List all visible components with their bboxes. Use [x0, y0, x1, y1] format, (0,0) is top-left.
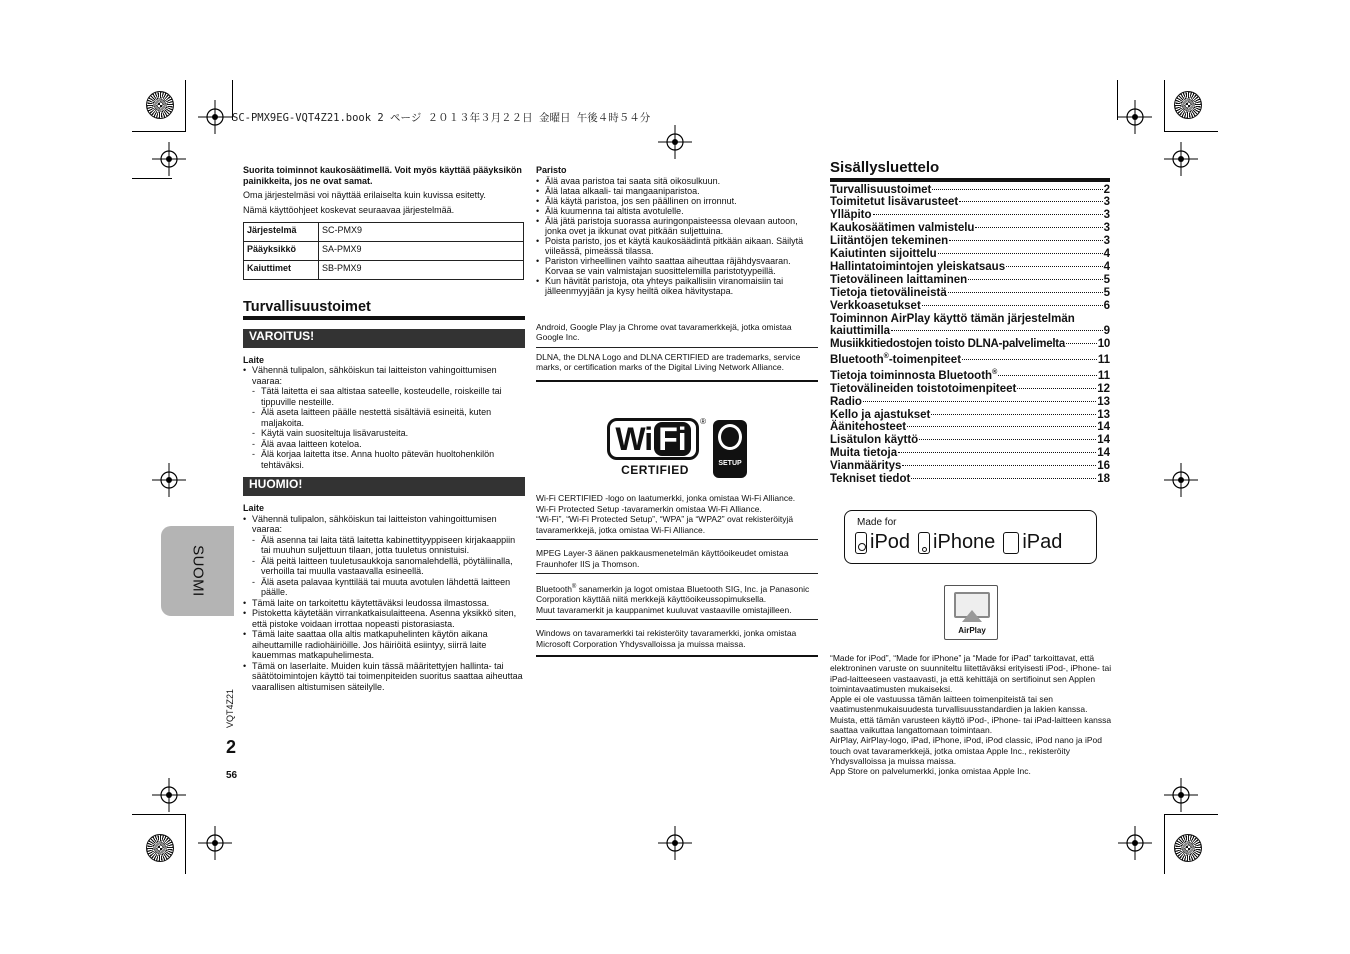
- toc-entry-title: Radio: [830, 395, 862, 408]
- mpeg-notice: MPEG Layer-3 äänen pakkausmenetelmän käyttöoikeudet omistaa Fraunhofer IIS ja Thomson.: [536, 540, 818, 574]
- list-item: - Tätä laitetta ei saa altistaa sateelle, kosteudelle, roiskeille tai tippuville nesteille.: [252, 386, 525, 407]
- list-item: [243, 365, 525, 470]
- bluetooth-notice-text: sanamerkin ja logot omistaa Bluetooth SIG, Inc. ja Panasonic Corporation käyttää niitä merkkejä käyttöoikeussopimuksella. Muut tavaramerkit ja kauppanimet kuuluvat vastaaville omistajilleen.: [536, 583, 810, 615]
- iphone-logo: [918, 531, 995, 554]
- crosshair-icon: [152, 142, 186, 176]
- toc-entry-page: 3: [1103, 235, 1110, 248]
- warning-list: [243, 365, 525, 470]
- toc-entry-airplay-line1[interactable]: Toiminnon AirPlay käyttö tämän järjestelmän: [830, 312, 1075, 325]
- table-value: SB-PMX9: [319, 261, 524, 280]
- iphone-label: iPhone: [933, 531, 996, 553]
- ipod-logo: [855, 531, 910, 554]
- dash-list: [252, 386, 525, 470]
- toc-entry-page: 14: [1097, 447, 1110, 460]
- toc-entry[interactable]: [830, 261, 1110, 274]
- toc-title: Sisällysluettelo: [830, 163, 1110, 182]
- toc-list: [830, 184, 1110, 487]
- table-row: [244, 242, 524, 261]
- crosshair-icon: [658, 125, 692, 159]
- list-item: - Älä asenna tai laita tätä laitetta kabinettityyppiseen kirjakaappiin tai muuhun suljettuun tilaan, jotta tuuletus onnistuisi.: [252, 535, 525, 556]
- crop-line: [132, 178, 172, 179]
- made-for-label: Made for: [857, 517, 897, 528]
- toc-entry-title: Hallintatoimintojen yleiskatsaus: [830, 260, 1006, 273]
- ipad-label: iPad: [1022, 531, 1063, 553]
- wps-logo: [713, 420, 747, 478]
- wifi-notice-text: Wi-Fi CERTIFIED -logo on laatumerkki, jonka omistaa Wi-Fi Alliance. Wi-Fi Protected Setup -tavaramerkin omistaa Wi-Fi Alliance. “Wi-Fi”, “Wi-Fi Protected Setup”, “WPA” ja “WPA2” ovat rekisteröityjä tavaramerkkejä, jotka omistaa Wi-Fi Alliance.: [536, 493, 796, 535]
- android-notice: Android, Google Play ja Chrome ovat tavaramerkkejä, jotka omistaa Google Inc.: [536, 318, 818, 348]
- toc-entry[interactable]: [830, 473, 1110, 486]
- toc-entry-page: 3: [1103, 196, 1110, 209]
- toc-entry[interactable]: [830, 447, 1110, 460]
- toc-entry-title: Äänitehosteet: [830, 421, 907, 434]
- toc-entry[interactable]: [830, 338, 1110, 351]
- crop-line: [1164, 814, 1218, 815]
- wifi-certified-logo: [607, 417, 706, 482]
- battery-title: Paristo: [536, 165, 567, 175]
- list-item: • Älä kuumenna tai altista avotulelle.: [536, 206, 818, 216]
- intro-p2: Nämä käyttöohjeet koskevat seuraavaa järjestelmää.: [243, 204, 455, 215]
- toc-entry-title: Kello ja ajastukset: [830, 408, 931, 421]
- toc-entry[interactable]: [830, 274, 1110, 287]
- system-table: [243, 222, 524, 280]
- list-item: • Tämä on laserlaite. Muiden kuin tässä määritettyjen hallinta- tai säätötoimintojen käyttö tai toimenpiteiden suoritus saattaa aiheuttaa vaarallisen altistumisen säteilylle.: [243, 661, 525, 693]
- toc-entry-page: 5: [1103, 286, 1110, 299]
- iphone-icon: [918, 532, 930, 554]
- intro-bold: Suorita toiminnot kaukosäätimellä. Voit myös käyttää pääyksikön painikkeita, jos ne ovat samat.: [243, 165, 522, 186]
- crosshair-icon: [152, 463, 186, 497]
- toc-entry[interactable]: [830, 209, 1110, 222]
- toc-entry-title: Liitäntöjen tekeminen: [830, 235, 949, 248]
- toc-entry[interactable]: [830, 300, 1110, 313]
- ipad-icon: [1003, 532, 1019, 554]
- caution-list: [243, 514, 525, 693]
- registered-mark: ®: [571, 584, 577, 590]
- toc-entry[interactable]: [830, 196, 1110, 209]
- table-key: Kaiuttimet: [244, 261, 319, 280]
- toc-entry[interactable]: [830, 351, 1110, 367]
- battery-list: [536, 176, 818, 296]
- bluetooth-word: Bluetooth: [830, 354, 884, 367]
- toc-entry-page: 6: [1103, 299, 1110, 312]
- toc-entry[interactable]: [830, 367, 1110, 383]
- list-item: - Älä korjaa laitetta itse. Anna huolto pätevän huoltohenkilön tehtäväksi.: [252, 449, 525, 470]
- warning-bar: VAROITUS!: [243, 329, 525, 348]
- crosshair-icon: [1118, 100, 1152, 134]
- list-item: • Poista paristo, jos et käytä kaukosäädintä pitkään aikaan. Säilytä viileässä, pimeässä tilassa.: [536, 236, 818, 256]
- column-safety: [243, 165, 525, 692]
- airplay-logo: [944, 585, 998, 640]
- crosshair-icon: [1164, 778, 1198, 812]
- toc-entry[interactable]: [830, 421, 1110, 434]
- toc-entry-page: 12: [1097, 382, 1110, 395]
- toc-entry-title-suffix: -toimenpiteet: [888, 354, 962, 367]
- language-label: SUOMI: [189, 545, 206, 597]
- ipod-label: iPod: [870, 531, 911, 553]
- toc-entry-title: Turvallisuustoimet: [830, 183, 932, 196]
- made-for-apple-badge: [844, 510, 1097, 564]
- wifi-logo-frame: [607, 417, 706, 460]
- toc-entry-page: 3: [1103, 209, 1110, 222]
- toc-entry-title: Lisätulon käyttö: [830, 434, 919, 447]
- list-item: - Älä avaa laitteen koteloa.: [252, 439, 525, 450]
- toc-entry-page: 13: [1097, 395, 1110, 408]
- toc-entry-title: Tietoja tietovälineistä: [830, 286, 947, 299]
- toc-entry-title: Verkkoasetukset: [830, 299, 921, 312]
- page-number: 2: [226, 737, 237, 757]
- crop-line: [1117, 80, 1118, 120]
- toc-entry-page: 3: [1103, 222, 1110, 235]
- toc-entry[interactable]: [830, 325, 1110, 338]
- toc-entry-page: 14: [1097, 434, 1110, 447]
- crosshair-icon: [1118, 826, 1152, 860]
- column-notices-lower: [536, 489, 818, 657]
- wps-icon: [718, 424, 742, 450]
- toc-entry-title: Ylläpito: [830, 209, 872, 222]
- caution-bar: HUOMIO!: [243, 477, 525, 496]
- toc-entry-page: 14: [1097, 421, 1110, 434]
- list-item-text: Vähennä tulipalon, sähköiskun tai laitteiston vahingoittumisen vaaraa:: [252, 513, 497, 534]
- toc-entry-title: kaiuttimilla: [830, 325, 891, 338]
- registered-mark: ®: [883, 353, 889, 361]
- toc-entry[interactable]: [830, 434, 1110, 447]
- toc-entry-page: 4: [1103, 248, 1110, 261]
- color-bar-rosette: [1174, 91, 1202, 119]
- toc-entry-title: Muita tietoja: [830, 447, 898, 460]
- table-of-contents: [830, 159, 1110, 486]
- list-item: • Pistoketta käytetään virrankatkaisulaitteena. Asenna yksikkö siten, että pistoke voidaan irrottaa nopeasti pistorasiasta.: [243, 608, 525, 629]
- toc-entry-title: [830, 367, 997, 383]
- print-header: SC-PMX9EG-VQT4Z21.book 2 ページ ２０１３年３月２２日 金曜日 午後４時５４分: [232, 112, 651, 124]
- bluetooth-word: Bluetooth: [536, 583, 572, 594]
- crop-line: [1164, 814, 1165, 874]
- crosshair-icon: [152, 778, 186, 812]
- crop-line: [1164, 80, 1165, 132]
- toc-entry-title: Kaiutinten sijoittelu: [830, 248, 937, 261]
- device-row: [855, 531, 1062, 554]
- toc-entry-title: Musiikkitiedostojen toisto DLNA-palvelimelta: [830, 338, 1066, 351]
- list-item: - Älä peitä laitteen tuuletusaukkoja sanomalehdellä, pöytäliinalla, verhoilla tai muulla vastaavalla esineellä.: [252, 556, 525, 577]
- crop-line: [185, 814, 186, 874]
- bluetooth-notice: [536, 574, 818, 620]
- crosshair-icon: [1164, 142, 1198, 176]
- toc-entry[interactable]: [830, 460, 1110, 473]
- caution-subtitle: Laite: [243, 503, 265, 513]
- toc-entry-title: Toimitetut lisävarusteet: [830, 196, 959, 209]
- color-bar-rosette: [1174, 834, 1202, 862]
- crosshair-icon: [198, 100, 232, 134]
- airplay-triangle-icon: [962, 610, 982, 622]
- toc-entry-page: 4: [1103, 260, 1110, 273]
- color-bar-rosette: [146, 834, 174, 862]
- table-value: SC-PMX9: [319, 223, 524, 242]
- toc-entry[interactable]: [830, 248, 1110, 261]
- toc-entry-page: 11: [1097, 354, 1110, 367]
- toc-entry-page: 13: [1097, 408, 1110, 421]
- list-item: - Käytä vain suositeltuja lisävarusteita.: [252, 428, 525, 439]
- list-item: • Älä lataa alkaali- tai mangaaniparistoa.: [536, 186, 818, 196]
- toc-entry[interactable]: [830, 235, 1110, 248]
- list-item: • Älä avaa paristoa tai saata sitä oikosulkuun.: [536, 176, 818, 186]
- dlna-notice: DLNA, the DLNA Logo and DLNA CERTIFIED are trademarks, service marks, or certification marks of the Digital Living Network Alliance.: [536, 348, 818, 382]
- intro-p1: Oma järjestelmäsi voi näyttää erilaiselta kuin kuvissa esitetty.: [243, 190, 486, 200]
- toc-entry-page: 16: [1097, 460, 1110, 473]
- apple-trademark-notice: “Made for iPod”, “Made for iPhone” ja “Made for iPad” tarkoittavat, että elektroninen varuste on suunniteltu liitettäväksi erityisesti iPod-, iPhone- tai iPad-laitteeseen vastaavasti, ja että kehittäjä on sertifioinut sen Applen toimintavaatimusten mukaiseksi. Apple ei ole vastuussa tämän laitteen toimenpiteistä tai sen vaatimustenmukaisuudesta turvallisuusstandardien ja lakien kanssa. Muista, että tämän varusteen käyttö iPod-, iPhone- tai iPad-laitteen kanssa saattaa vaikuttaa langattomaan toimintaan. AirPlay, AirPlay-logo, iPad, iPhone, iPod, iPod classic, iPod nano ja iPod touch ovat tavaramerkkejä, jotka omistaa Apple Inc., rekisteröity Yhdysvalloissa ja muissa maissa. App Store on palvelumerkki, jonka omistaa Apple Inc.: [830, 653, 1112, 777]
- warning-subtitle: Laite: [243, 354, 265, 365]
- wifi-notice: [536, 489, 818, 540]
- toc-entry-page: 9: [1103, 325, 1110, 338]
- color-bar-rosette: [146, 91, 174, 119]
- wifi-certified-label: CERTIFIED: [621, 463, 689, 477]
- table-value: SA-PMX9: [319, 242, 524, 261]
- toc-entry[interactable]: [830, 184, 1110, 197]
- column-notices: [536, 165, 818, 382]
- airplay-label: AirPlay: [958, 626, 986, 635]
- wps-label: SETUP: [718, 460, 742, 467]
- list-item: • Tämä laite saattaa olla altis matkapuhelinten käytön aikana aiheuttamille radiohäiriöille. Jos häiriöitä esiintyy, siirrä laite kauemmas matkapuhelimesta.: [243, 629, 525, 661]
- list-item: • Kun hävität paristoja, ota yhteys paikallisiin viranomaisiin tai jälleenmyyjään ja kysy heiltä oikea hävitystapa.: [536, 276, 818, 296]
- crop-line: [1164, 131, 1218, 132]
- toc-entry-page: 18: [1097, 473, 1110, 486]
- registered-mark: ®: [700, 417, 706, 426]
- section-title: Turvallisuustoimet: [243, 302, 525, 320]
- table-key: Järjestelmä: [244, 223, 319, 242]
- toc-entry[interactable]: [830, 409, 1110, 422]
- list-item: • Älä jätä paristoja suorassa auringonpaisteessa olevaan autoon, jonka ovet ja ikkunat ovat pitkään suljettuina.: [536, 216, 818, 236]
- table-key: Pääyksikkö: [244, 242, 319, 261]
- page-number-small: 56: [226, 770, 238, 781]
- ipad-logo: [1003, 531, 1062, 554]
- toc-entry-title: Tekniset tiedot: [830, 473, 911, 486]
- ipod-icon: [855, 532, 867, 554]
- registered-mark: ®: [992, 369, 998, 377]
- crosshair-icon: [1164, 463, 1198, 497]
- toc-entry-title: Kaukosäätimen valmistelu: [830, 222, 975, 235]
- toc-entry[interactable]: [830, 396, 1110, 409]
- toc-entry-title: Tietovälineen laittaminen: [830, 273, 968, 286]
- list-item: • Pariston virheellinen vaihto saattaa aiheuttaa räjähdysvaaran. Korvaa se vain valmistajan suosittelemilla paristotyypeillä.: [536, 256, 818, 276]
- document-code: VQT4Z21: [225, 688, 235, 728]
- toc-entry-title: Tietovälineiden toistotoimenpiteet: [830, 382, 1017, 395]
- toc-entry-page: 11: [1097, 369, 1110, 382]
- toc-entry[interactable]: [830, 287, 1110, 300]
- dash-list: [252, 535, 525, 598]
- wifi-logo-fi: Fi: [654, 422, 690, 456]
- bluetooth-word: Tietoja toiminnosta Bluetooth: [830, 369, 993, 382]
- list-item: • Älä käytä paristoa, jos sen päällinen on irronnut.: [536, 196, 818, 206]
- toc-entry-page: 10: [1097, 338, 1110, 351]
- toc-entry-title: Vianmääritys: [830, 460, 902, 473]
- list-item: - Älä aseta palavaa kynttilää tai muuta avotulen lähdettä laitteen päälle.: [252, 577, 525, 598]
- table-row: [244, 223, 524, 242]
- toc-entry[interactable]: [830, 222, 1110, 235]
- crop-line: [132, 814, 186, 815]
- toc-entry-page: 2: [1103, 183, 1110, 196]
- language-tab: [161, 526, 234, 616]
- crosshair-icon: [658, 826, 692, 860]
- list-item: - Älä aseta laitteen päälle nestettä sisältäviä esineitä, kuten maljakoita.: [252, 407, 525, 428]
- table-row: [244, 261, 524, 280]
- toc-entry-page: 5: [1103, 273, 1110, 286]
- list-item: • Tämä laite on tarkoitettu käytettäväksi leudossa ilmastossa.: [243, 598, 525, 609]
- list-item: [243, 514, 525, 598]
- list-item-text: Vähennä tulipalon, sähköiskun tai laitteiston vahingoittumisen vaaraa:: [252, 365, 497, 386]
- windows-notice: Windows on tavaramerkki tai rekisteröity tavaramerkki, jonka omistaa Microsoft Corporation Yhdysvalloissa ja muissa maissa.: [536, 620, 818, 657]
- crop-line: [132, 131, 186, 132]
- toc-entry[interactable]: [830, 383, 1110, 396]
- crosshair-icon: [198, 826, 232, 860]
- crop-line: [185, 80, 186, 132]
- wifi-logo-wi: Wi: [615, 420, 653, 457]
- toc-entry-title: [830, 351, 961, 367]
